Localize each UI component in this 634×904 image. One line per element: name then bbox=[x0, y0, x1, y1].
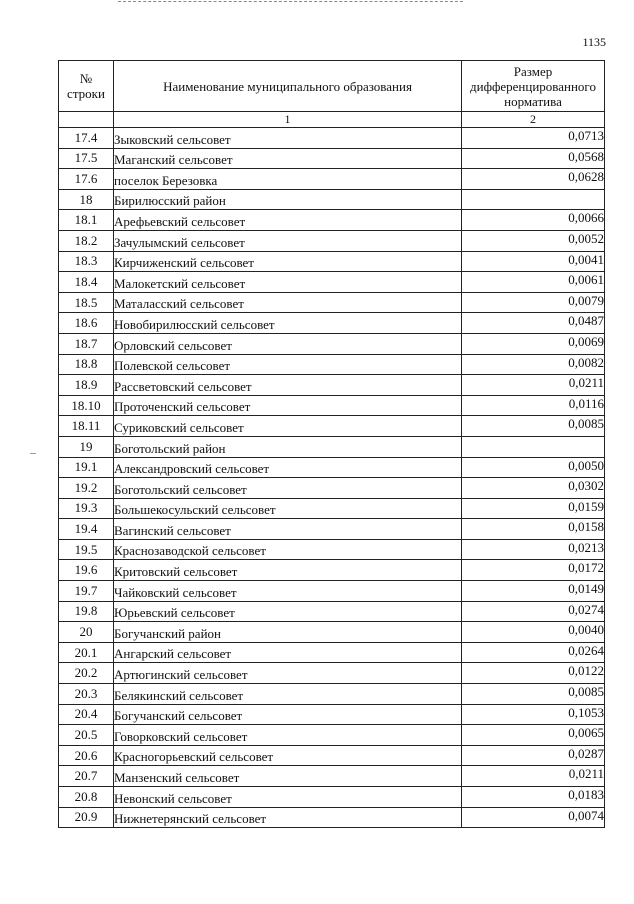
norm-value-cell: 0,0085 bbox=[462, 416, 605, 437]
row-number-cell: 18.1 bbox=[59, 210, 114, 231]
norm-value-cell: 0,0713 bbox=[462, 128, 605, 149]
municipality-name-cell: Боготольский район bbox=[114, 436, 462, 457]
municipality-name-cell: Полевской сельсовет bbox=[114, 354, 462, 375]
table-row bbox=[59, 581, 605, 602]
table-row bbox=[59, 416, 605, 437]
table-row bbox=[59, 148, 605, 169]
norm-value-cell: 0,0211 bbox=[462, 375, 605, 396]
row-number-cell: 20.1 bbox=[59, 642, 114, 663]
row-number-cell: 20.9 bbox=[59, 807, 114, 828]
municipality-name-cell: Бирилюсский район bbox=[114, 189, 462, 210]
table-row bbox=[59, 313, 605, 334]
norm-value-cell: 0,0274 bbox=[462, 601, 605, 622]
norm-value-cell: 0,0085 bbox=[462, 684, 605, 705]
municipality-name-cell: Орловский сельсовет bbox=[114, 333, 462, 354]
norm-value-cell: 0,0065 bbox=[462, 725, 605, 746]
row-number-cell: 18.3 bbox=[59, 251, 114, 272]
norm-value-cell: 0,0069 bbox=[462, 333, 605, 354]
norm-value-cell: 0,0079 bbox=[462, 292, 605, 313]
table-row bbox=[59, 230, 605, 251]
table-row bbox=[59, 622, 605, 643]
norm-value-cell: 0,0159 bbox=[462, 498, 605, 519]
table-row bbox=[59, 251, 605, 272]
row-number-cell: 20.2 bbox=[59, 663, 114, 684]
municipality-name-cell: Новобирилюсский сельсовет bbox=[114, 313, 462, 334]
table-row bbox=[59, 663, 605, 684]
row-number-cell: 20.6 bbox=[59, 745, 114, 766]
header-row-number: № строки bbox=[59, 61, 114, 112]
table-row bbox=[59, 395, 605, 416]
row-number-cell: 20.3 bbox=[59, 684, 114, 705]
norm-value-cell: 0,0041 bbox=[462, 251, 605, 272]
municipality-name-cell: Арефьевский сельсовет bbox=[114, 210, 462, 231]
norms-table bbox=[58, 60, 605, 828]
municipality-name-cell: Белякинский сельсовет bbox=[114, 684, 462, 705]
row-number-cell: 19.7 bbox=[59, 581, 114, 602]
table-row bbox=[59, 189, 605, 210]
top-scan-line bbox=[118, 1, 463, 3]
row-number-cell: 17.6 bbox=[59, 169, 114, 190]
row-number-cell: 19.1 bbox=[59, 457, 114, 478]
norm-value-cell: 0,0158 bbox=[462, 519, 605, 540]
norm-value-cell: 0,0302 bbox=[462, 478, 605, 499]
municipality-name-cell: Боготольский сельсовет bbox=[114, 478, 462, 499]
row-number-cell: 18.9 bbox=[59, 375, 114, 396]
table-row bbox=[59, 292, 605, 313]
municipality-name-cell: Проточенский сельсовет bbox=[114, 395, 462, 416]
table-row bbox=[59, 519, 605, 540]
row-number-cell: 20.4 bbox=[59, 704, 114, 725]
header-index-row bbox=[59, 112, 605, 128]
municipality-name-cell: Манзенский сельсовет bbox=[114, 766, 462, 787]
norm-value-cell: 0,0052 bbox=[462, 230, 605, 251]
norm-value-cell: 0,0264 bbox=[462, 642, 605, 663]
norm-value-cell: 0,0122 bbox=[462, 663, 605, 684]
municipality-name-cell: поселок Березовка bbox=[114, 169, 462, 190]
municipality-name-cell: Критовский сельсовет bbox=[114, 560, 462, 581]
table-body bbox=[59, 128, 605, 828]
header-index-value: 2 bbox=[462, 112, 605, 128]
norm-value-cell: 0,0211 bbox=[462, 766, 605, 787]
municipality-name-cell: Краснозаводской сельсовет bbox=[114, 539, 462, 560]
municipality-name-cell: Богучанский район bbox=[114, 622, 462, 643]
table-row bbox=[59, 333, 605, 354]
municipality-name-cell: Суриковский сельсовет bbox=[114, 416, 462, 437]
row-number-cell: 18.4 bbox=[59, 272, 114, 293]
row-number-cell: 18 bbox=[59, 189, 114, 210]
table-row bbox=[59, 375, 605, 396]
municipality-name-cell: Зачулымский сельсовет bbox=[114, 230, 462, 251]
norm-value-cell: 0,0287 bbox=[462, 745, 605, 766]
municipality-name-cell: Артюгинский сельсовет bbox=[114, 663, 462, 684]
row-number-cell: 17.4 bbox=[59, 128, 114, 149]
header-norm-size: Размер дифференцированного норматива bbox=[462, 61, 605, 112]
header-index-empty bbox=[59, 112, 114, 128]
table-row bbox=[59, 128, 605, 149]
row-number-cell: 17.5 bbox=[59, 148, 114, 169]
table-row bbox=[59, 169, 605, 190]
table-row bbox=[59, 807, 605, 828]
header-row bbox=[59, 61, 605, 112]
norm-value-cell: 0,0050 bbox=[462, 457, 605, 478]
table-row bbox=[59, 745, 605, 766]
municipality-name-cell: Чайковский сельсовет bbox=[114, 581, 462, 602]
norm-value-cell: 0,0082 bbox=[462, 354, 605, 375]
municipality-name-cell: Большекосульский сельсовет bbox=[114, 498, 462, 519]
table-row bbox=[59, 354, 605, 375]
row-number-cell: 20.7 bbox=[59, 766, 114, 787]
row-number-cell: 18.2 bbox=[59, 230, 114, 251]
municipality-name-cell: Говорковский сельсовет bbox=[114, 725, 462, 746]
row-number-cell: 18.6 bbox=[59, 313, 114, 334]
municipality-name-cell: Невонский сельсовет bbox=[114, 787, 462, 808]
municipality-name-cell: Юрьевский сельсовет bbox=[114, 601, 462, 622]
row-number-cell: 19.5 bbox=[59, 539, 114, 560]
table-row bbox=[59, 560, 605, 581]
municipality-name-cell: Богучанский сельсовет bbox=[114, 704, 462, 725]
table-row bbox=[59, 787, 605, 808]
norm-value-cell: 0,0568 bbox=[462, 148, 605, 169]
norm-value-cell bbox=[462, 189, 605, 210]
table-row bbox=[59, 498, 605, 519]
municipality-name-cell: Красногорьевский сельсовет bbox=[114, 745, 462, 766]
table-row bbox=[59, 684, 605, 705]
row-number-cell: 19 bbox=[59, 436, 114, 457]
table-row bbox=[59, 210, 605, 231]
row-number-cell: 19.3 bbox=[59, 498, 114, 519]
table-row bbox=[59, 704, 605, 725]
norm-value-cell: 0,0183 bbox=[462, 787, 605, 808]
norm-value-cell bbox=[462, 436, 605, 457]
table-row bbox=[59, 539, 605, 560]
row-number-cell: 19.8 bbox=[59, 601, 114, 622]
municipality-name-cell: Александровский сельсовет bbox=[114, 457, 462, 478]
row-number-cell: 19.4 bbox=[59, 519, 114, 540]
norm-value-cell: 0,0061 bbox=[462, 272, 605, 293]
norm-value-cell: 0,0213 bbox=[462, 539, 605, 560]
norm-value-cell: 0,1053 bbox=[462, 704, 605, 725]
municipality-name-cell: Зыковский сельсовет bbox=[114, 128, 462, 149]
row-number-cell: 19.6 bbox=[59, 560, 114, 581]
norm-value-cell: 0,0172 bbox=[462, 560, 605, 581]
table-row bbox=[59, 642, 605, 663]
table-row bbox=[59, 272, 605, 293]
margin-mark bbox=[30, 453, 36, 454]
municipality-name-cell: Кирчиженский сельсовет bbox=[114, 251, 462, 272]
norm-value-cell: 0,0628 bbox=[462, 169, 605, 190]
header-index-name: 1 bbox=[114, 112, 462, 128]
row-number-cell: 19.2 bbox=[59, 478, 114, 499]
norm-value-cell: 0,0040 bbox=[462, 622, 605, 643]
municipality-name-cell: Ангарский сельсовет bbox=[114, 642, 462, 663]
norm-value-cell: 0,0116 bbox=[462, 395, 605, 416]
table-row bbox=[59, 725, 605, 746]
header-municipality-name: Наименование муниципального образования bbox=[114, 61, 462, 112]
municipality-name-cell: Нижнетерянский сельсовет bbox=[114, 807, 462, 828]
page-number: 1135 bbox=[582, 35, 606, 49]
row-number-cell: 18.8 bbox=[59, 354, 114, 375]
table-row bbox=[59, 457, 605, 478]
row-number-cell: 18.11 bbox=[59, 416, 114, 437]
row-number-cell: 18.10 bbox=[59, 395, 114, 416]
table-row bbox=[59, 436, 605, 457]
municipality-name-cell: Маталасский сельсовет bbox=[114, 292, 462, 313]
norm-value-cell: 0,0066 bbox=[462, 210, 605, 231]
table-row bbox=[59, 478, 605, 499]
table-row bbox=[59, 601, 605, 622]
row-number-cell: 18.7 bbox=[59, 333, 114, 354]
municipality-name-cell: Рассветовский сельсовет bbox=[114, 375, 462, 396]
norm-value-cell: 0,0149 bbox=[462, 581, 605, 602]
row-number-cell: 20.8 bbox=[59, 787, 114, 808]
norm-value-cell: 0,0074 bbox=[462, 807, 605, 828]
table-row bbox=[59, 766, 605, 787]
municipality-name-cell: Маганский сельсовет bbox=[114, 148, 462, 169]
row-number-cell: 20 bbox=[59, 622, 114, 643]
municipality-name-cell: Вагинский сельсовет bbox=[114, 519, 462, 540]
municipality-name-cell: Малокетский сельсовет bbox=[114, 272, 462, 293]
row-number-cell: 20.5 bbox=[59, 725, 114, 746]
norm-value-cell: 0,0487 bbox=[462, 313, 605, 334]
row-number-cell: 18.5 bbox=[59, 292, 114, 313]
